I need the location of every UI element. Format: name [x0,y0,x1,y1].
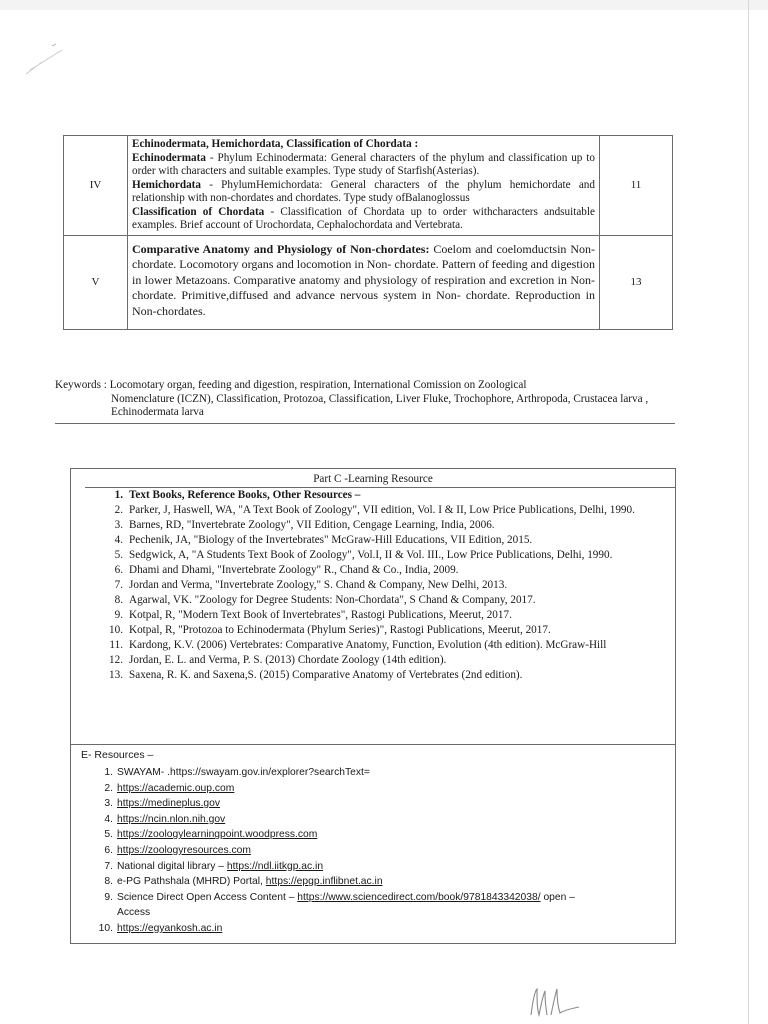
e-resource-number: 3. [104,798,113,810]
e-resource-number: 10. [98,922,113,934]
learning-resource-box [70,468,676,944]
e-resource-link[interactable]: https://ncin.nlon.nih.gov [117,813,226,825]
book-item [91,624,671,637]
book-text: Dhami and Dhami, "Invertebrate Zoology" R., Chand & Co., India, 2009. [129,564,459,576]
book-number: 7. [114,579,123,591]
learning-resource-title: Part C -Learning Resource [313,473,433,485]
e-resource-continuation: Access [117,907,151,919]
handwritten-signature [525,985,585,1019]
e-resource-item [91,843,671,859]
e-resource-item [91,890,671,921]
book-number: 5. [114,549,123,561]
e-resource-prefix: National digital library – [117,860,227,872]
e-resource-number: 8. [104,876,113,888]
unit-hours: 11 [600,136,673,236]
book-number: 3. [114,519,123,531]
unit-number: V [64,235,128,330]
book-text: Pechenik, JA, "Biology of the Invertebrates" McGraw-Hill Educations, VII Edition, 2015. [129,534,533,546]
books-list [91,489,671,684]
book-text: Saxena, R. K. and Saxena,S. (2015) Comparative Anatomy of Vertebrates (2nd edition). [129,669,523,681]
e-resource-link[interactable]: https://swayam.gov.in/explorer?searchText= [170,767,370,778]
unit-number: IV [64,136,128,236]
e-resources-list [91,765,671,937]
e-resource-item [91,781,671,797]
book-number: 1. [114,489,123,501]
unit-paragraph [132,179,595,206]
unit-heading: Echinodermata, Hemichordata, Classification of Chordata : [132,138,419,150]
book-text: Kardong, K.V. (2006) Vertebrates: Comparative Anatomy, Function, Evolution (4th edition). McGraw-Hill [129,639,607,651]
book-number: 6. [114,564,123,576]
topic-heading: Echinodermata [132,151,206,164]
unit-row-v [64,235,673,330]
topic-text: - Classification of Chordata up to order withcharacters andsuitable examples. Brief account of Urochordata, Cephalochordata and Vertebrata. [132,205,595,231]
unit-content [128,235,600,330]
keywords-line: Nomenclature (ICZN), Classification, Protozoa, Classification, Liver Fluke, Trochophore, Arthropoda, Crustacea larva , Echinodermata larva [111,392,649,418]
book-text: Parker, J, Haswell, WA, "A Text Book of Zoology", VII edition, Vol. I & II, Low Price Publications, Delhi, 1990. [129,504,635,516]
e-resource-prefix: Science Direct Open Access Content – [117,891,298,903]
book-number: 4. [114,534,123,546]
e-resource-item [91,812,671,828]
scan-right-edge-line [748,0,749,1024]
book-number: 9. [114,609,123,621]
book-item [91,594,671,607]
book-item [91,534,671,547]
unit-paragraph [132,138,595,152]
book-text: Agarwal, VK. "Zoology for Degree Students: Non-Chordata", S Chand & Company, 2017. [129,594,536,606]
book-item [91,564,671,577]
e-resource-number: 9. [104,891,113,903]
e-resource-number: 2. [104,782,113,794]
e-resource-prefix: SWAYAM- . [117,767,171,778]
unit-paragraph [132,152,595,179]
e-resource-link[interactable]: https://medineplus.gov [117,798,221,810]
e-resource-number: 5. [104,829,113,841]
e-resource-item [91,827,671,843]
book-number: 8. [114,594,123,606]
book-text: Sedgwick, A, "A Students Text Book of Zoology", Vol.I, II & Vol. III., Low Price Publications, Delhi, 1990. [129,549,613,561]
book-item [91,669,671,682]
book-item [91,519,671,532]
book-number: 13. [109,669,123,681]
topic-heading: Classification of Chordata [132,205,265,218]
e-resource-link[interactable]: https://academic.oup.com [117,782,235,794]
topic-text: - Phylum Echinodermata: General characters of the phylum and classification up to order with characters and suitable examples. Type study of Starfish(Asterias). [132,151,595,177]
e-resource-link[interactable]: https://zoologylearningpoint.woodpress.com [117,829,318,841]
book-item [91,549,671,562]
e-resource-link[interactable]: https://epgp.inflibnet.ac.in [265,876,383,888]
e-resource-link[interactable]: https://egyankosh.ac.in [117,922,223,934]
e-resource-link[interactable]: https://ndl.iitkgp.ac.in [226,860,324,872]
e-resources-title: E- Resources – [81,749,154,761]
book-number: 2. [114,504,123,516]
e-resource-item [91,765,671,781]
e-resource-number: 6. [104,844,113,856]
e-resource-prefix: e-PG Pathshala (MHRD) Portal, [117,876,266,888]
topic-heading: Hemichordata [132,178,201,191]
keywords-label: Keywords : [55,379,107,391]
e-resource-item [91,859,671,875]
topic-heading: Comparative Anatomy and Physiology of Non-chordates: [132,241,430,256]
book-item [91,504,671,517]
scan-top-edge [0,0,768,10]
book-text: Barnes, RD, "Invertebrate Zoology", VII Edition, Cengage Learning, India, 2006. [129,519,495,531]
book-text: Kotpal, R, "Modern Text Book of Invertebrates", Rastogi Publications, Meerut, 2017. [129,609,512,621]
book-number: 11. [109,639,123,651]
unit-hours: 13 [600,235,673,330]
e-resource-item [91,921,671,937]
divider [71,744,675,745]
e-resource-item [91,874,671,890]
book-item [91,639,671,652]
book-item [91,654,671,667]
topic-text: Coelom and coelomductsin Non- chordate. Locomotory organs and locomotion in Non- chordate. Pattern of feeding and digestion in lower Metazoans. Comparative anatomy and physiology of respiration and excretion in Non- chordate. Primitive,diffused and advance nervous system in Non- chordate. Reproduction in Non-chordates. [132,241,595,318]
topic-text: - PhylumHemichordata: General characters of the phylum hemichordate and relationship with non-chordates and chordates. Type study ofBalanoglossus [132,178,595,204]
book-item [91,489,671,502]
keywords-section [55,379,675,424]
e-resource-link[interactable]: https://zoologyresources.com [117,844,251,856]
book-number: 12. [109,654,123,666]
e-resource-suffix: open – [540,891,575,903]
book-text: Text Books, Reference Books, Other Resources – [129,489,361,501]
book-text: Kotpal, R, "Protozoa to Echinodermata (Phylum Series)", Rastogi Publications, Meerut, 2017. [129,624,551,636]
units-table [63,135,673,330]
e-resource-number: 7. [104,860,113,872]
e-resource-number: 1. [104,767,113,778]
book-number: 10. [109,624,123,636]
e-resource-number: 4. [104,813,113,825]
unit-row-iv [64,136,673,236]
e-resource-link[interactable]: https://www.sciencedirect.com/book/9781843342038/ [297,891,541,903]
unit-paragraph [132,206,595,233]
unit-paragraph [132,242,595,320]
e-resource-item [91,796,671,812]
scan-speck-mark [22,38,82,78]
book-text: Jordan, E. L. and Verma, P. S. (2013) Chordate Zoology (14th edition). [129,654,447,666]
book-item [91,579,671,592]
book-item [91,609,671,622]
keywords-line: Locomotary organ, feeding and digestion, respiration, International Comission on Zoological [109,379,527,391]
divider [85,487,675,488]
book-text: Jordan and Verma, "Invertebrate Zoology," S. Chand & Company, New Delhi, 2013. [129,579,508,591]
unit-content [128,136,600,236]
